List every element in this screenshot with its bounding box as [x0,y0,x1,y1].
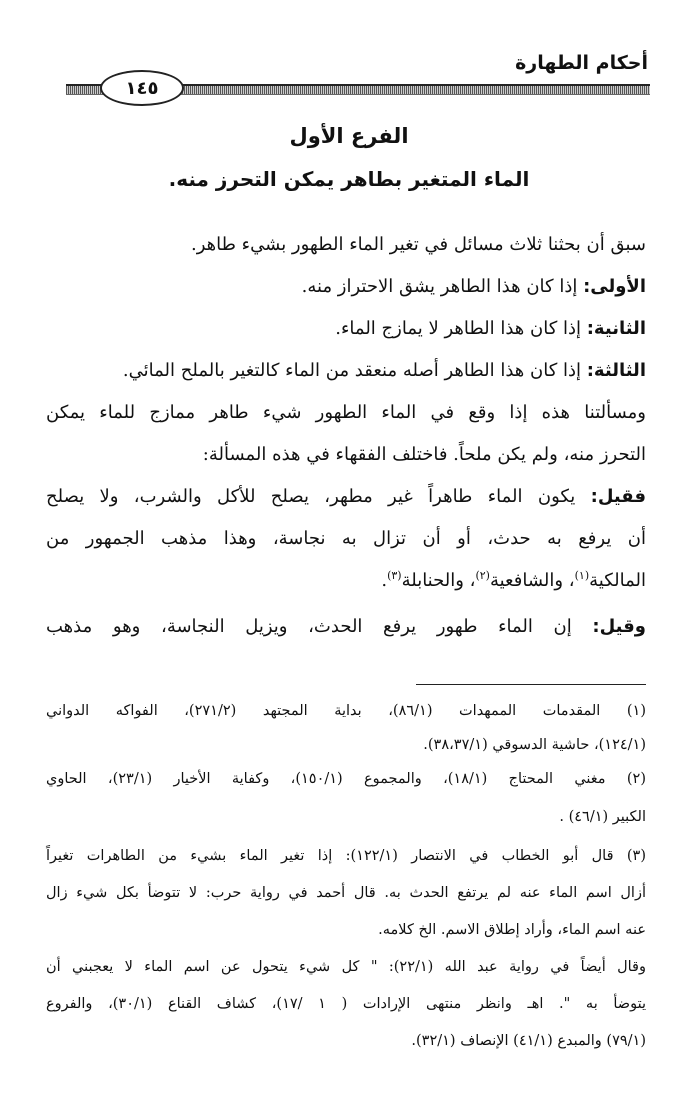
footnote-2-line-1: (٢) مغني المحتاج (١٨/١)، والمجموع (١٥٠/١)، وكفاية الأخيار (٢٣/١)، الحاوي [46,771,646,787]
opinion-2-text-1: إن الماء طهور يرفع الحدث، ويزيل النجاسة، وهو مذهب [46,616,593,637]
third-issue-label: الثالثة: [586,360,646,381]
opinion-2-line-1 [46,612,646,642]
footnote-3-line-3: عنه اسم الماء، وأراد إطلاق الاسم. الخ كلامه. [378,922,646,938]
footnote-ref-1: (١) [574,569,590,582]
intro-text: سبق أن بحثنا ثلاث مسائل في تغير الماء الطهور بشيء طاهر. [191,234,646,255]
page-number: ١٤٥ [125,77,159,99]
issue-statement-line-1: ومسألتنا هذه إذا وقع في الماء الطهور شيء طاهر ممازج للماء يمكن [46,402,646,423]
opinion-1-line-1 [46,482,646,512]
second-issue-label: الثانية: [586,318,646,339]
footnote-ref-2: (٢) [475,569,490,582]
issue-statement-line-2: التحرز منه، ولم يكن ملحاً. فاختلف الفقهاء في هذه المسألة: [202,444,646,465]
footnote-ref-3: (٣) [387,569,402,582]
malikiyya-text: المالكية [589,570,646,591]
section-title: الفرع الأول [289,124,409,148]
footnote-3-line-6: (٧٩/١) والمبدع (٤١/١) الإنصاف (٣٢/١). [411,1033,646,1049]
intro-line [46,230,646,260]
opinion-1-line-2: أن يرفع به حدث، أو أن تزال به نجاسة، وهذا مذهب الجمهور من [46,528,646,549]
third-issue-text: إذا كان هذا الطاهر أصله منعقد من الماء كالتغير بالملح المائي. [122,360,587,381]
opinion-1-label: فقيل: [590,486,646,507]
shafiiyya-text: ، والشافعية [489,570,575,591]
second-issue-text: إذا كان هذا الطاهر لا يمازج الماء. [335,318,587,339]
opinion-1-line-3 [46,566,646,596]
running-header-title: أحكام الطهارة [515,52,648,74]
footnote-3-line-2: أزال اسم الماء عنه لم يرتفع الحدث به. قال أحمد في رواية حرب: لا تتوضأ بكل شيء زال [46,885,646,901]
footnote-1-line-1: (١) المقدمات الممهدات (٨٦/١)، بداية المجتهد (٢٧١/٢)، الفواكه الدواني [46,703,646,719]
first-issue-text: إذا كان هذا الطاهر يشق الاحتراز منه. [301,276,584,297]
footnote-3-line-5: يتوضأ به ". اهـ وانظر منتهى الإرادات ( ١ /١٧)، كشاف القناع (٣٠/١)، والفروع [46,996,646,1012]
third-issue-line [46,356,646,386]
footnote-3-line-4: وقال أيضاً في رواية عبد الله (٢٢/١): " كل شيء يتحول عن اسم الماء لا يعجبني أن [46,959,646,975]
opinion-2-label: وقيل: [592,616,646,637]
footnote-1-line-2: (١٢٤/١)، حاشية الدسوقي (٣٨،٣٧/١). [423,737,646,753]
first-issue-label: الأولى: [583,276,646,297]
second-issue-line [46,314,646,344]
footnote-separator [416,684,646,685]
footnote-2-line-2: الكبير (٤٦/١) . [559,809,646,825]
footnote-3-line-1: (٣) قال أبو الخطاب في الانتصار (١٢٢/١): إذا تغير الماء بشيء من الطاهرات تغيراً [46,848,646,864]
line-end-period: . [381,570,388,591]
hanabila-text: ، والحنابلة [401,570,476,591]
section-subtitle: الماء المتغير بطاهر يمكن التحرز منه. [168,167,530,191]
opinion-1-text-1: يكون الماء طاهراً غير مطهر، يصلح للأكل والشرب، ولا يصلح [46,486,591,507]
first-issue-line [46,272,646,302]
page-number-badge [100,70,184,106]
